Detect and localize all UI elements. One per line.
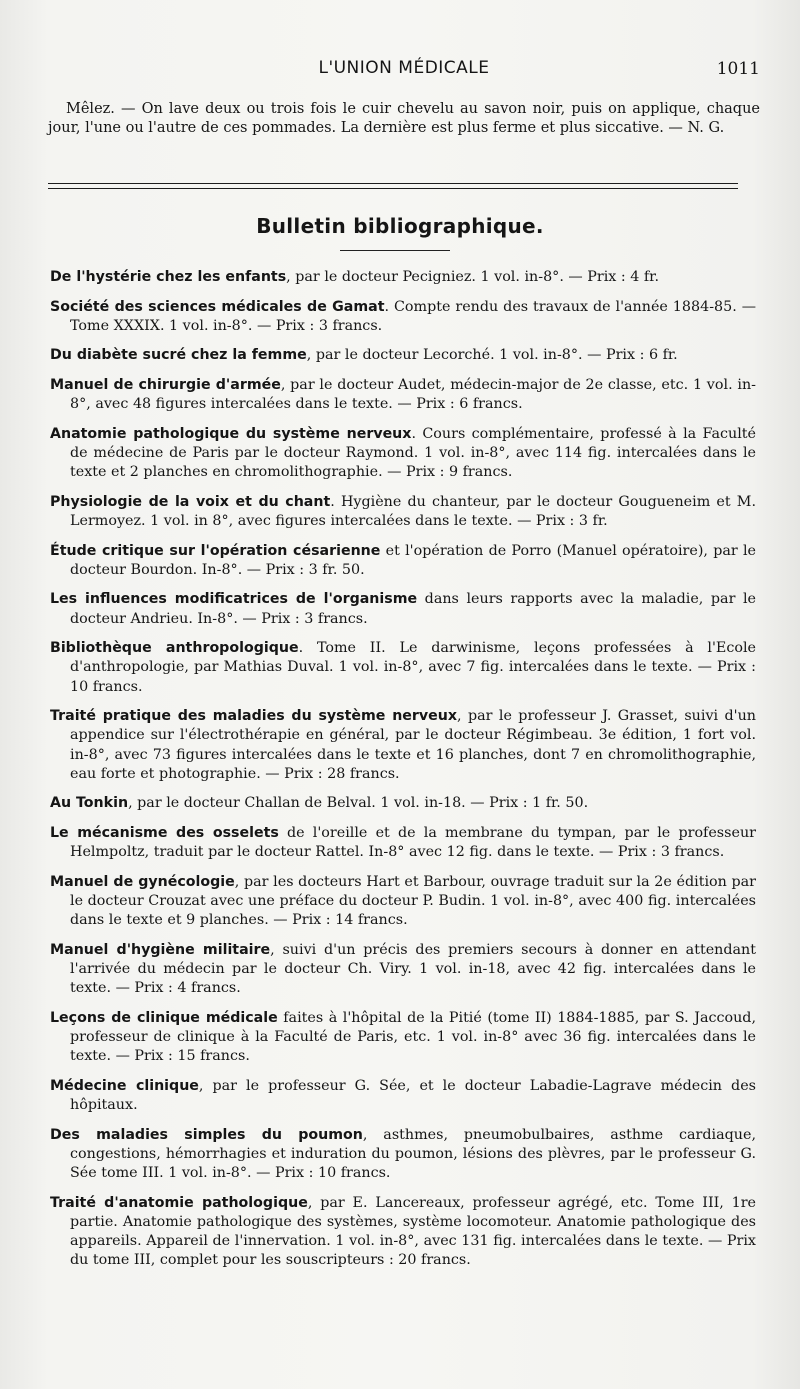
bibliography-entry: [50, 873, 756, 931]
entry-text: , par le docteur Pecigniez. 1 vol. in-8°. — Prix : 4 fr.: [286, 269, 659, 285]
bibliography-entry: [50, 590, 756, 628]
bibliography-entry: [50, 639, 756, 697]
bibliography-entry: [50, 1077, 756, 1115]
running-head: [48, 58, 760, 84]
entry-title: Manuel de gynécologie: [50, 873, 235, 890]
bibliography-entry: [50, 794, 756, 813]
entry-text: . Hygiène du chanteur, par le docteur Gougueneim et M. Lermoyez. 1 vol. in 8°, avec figures intercalées dans le texte. — Prix : 3 fr.: [70, 493, 756, 529]
entry-text: , suivi d'un précis des premiers secours à donner en attendant l'arrivée du médecin par le docteur Ch. Viry. 1 vol. in-18, avec 42 fig. intercalées dans le texte. — Prix : 4 francs.: [70, 941, 756, 997]
entry-title: Manuel d'hygiène militaire: [50, 941, 271, 958]
entry-title: Leçons de clinique médicale: [50, 1009, 278, 1026]
title-underline: [340, 250, 450, 251]
entry-text: faites à l'hôpital de la Pitié (tome II) 1884-1885, par S. Jaccoud, professeur de clinique à la Faculté de Paris, etc. 1 vol. in-8° avec 36 fig. intercalées dans le texte. — Prix : 15 francs.: [70, 1009, 757, 1065]
entry-text: . Compte rendu des travaux de l'année 1884-85. — Tome XXXIX. 1 vol. in-8°. — Prix : 3 francs.: [70, 298, 756, 334]
entry-title: Du diabète sucré chez la femme: [50, 347, 307, 364]
bibliography-entry: [50, 1126, 756, 1184]
entry-text: , par E. Lancereaux, professeur agrégé, etc. Tome III, 1re partie. Anatomie pathologique des systèmes, système locomoteur. Anatomie pathologique des appareils. Appareil de l'innervation. 1 vol. in-8°, avec 131 fig. intercalées dans le texte. — Prix du tome III, complet pour les souscripteurs : 20 francs.: [70, 1194, 757, 1269]
entry-text: dans leurs rapports avec la maladie, par le docteur Andrieu. In-8°. — Prix : 3 francs.: [70, 591, 756, 627]
bibliography-entry: [50, 1009, 756, 1067]
double-rule-top: [48, 183, 738, 184]
entry-title: Les influences modificatrices de l'organisme: [50, 591, 418, 608]
bibliography-list: [50, 268, 756, 1281]
entry-title: Bibliothèque anthropologique: [50, 640, 299, 657]
entry-title: Traité d'anatomie pathologique: [50, 1194, 308, 1211]
entry-text: et l'opération de Porro (Manuel opératoire), par le docteur Bourdon. In-8°. — Prix : 3 fr. 50.: [70, 542, 756, 578]
entry-title: Étude critique sur l'opération césarienne: [50, 542, 381, 559]
bibliography-entry: [50, 707, 756, 784]
journal-title: L'UNION MÉDICALE: [318, 58, 490, 78]
entry-text: , par le professeur J. Grasset, suivi d'un appendice sur l'électrothérapie en général, par le docteur Régimbeau. 3e édition, 1 fort vol. in-8°, avec 73 figures intercalées dans le texte et 16 planches, dont 7 en chromolithographie, eau forte et photographie. — Prix : 28 francs.: [70, 708, 756, 782]
entry-text: . Cours complémentaire, professé à la Faculté de médecine de Paris par le docteur Raymond. 1 vol. in-8°, avec 114 fig. intercalées dans le texte et 2 planches en chromolithographie. — Prix : 9 francs.: [70, 425, 756, 481]
entry-text: , par le docteur Lecorché. 1 vol. in-8°. — Prix : 6 fr.: [306, 347, 678, 364]
entry-text: , par le docteur Audet, médecin-major de 2e classe, etc. 1 vol. in-8°, avec 48 figures intercalées dans le texte. — Prix : 6 francs.: [70, 376, 756, 413]
bibliography-entry: [50, 824, 756, 862]
entry-title: Le mécanisme des osselets: [50, 824, 279, 841]
entry-text: , par le docteur Challan de Belval. 1 vol. in-18. — Prix : 1 fr. 50.: [128, 795, 589, 812]
entry-text: de l'oreille et de la membrane du tympan, par le professeur Helmpoltz, traduit par le docteur Rattel. In-8° avec 12 fig. dans le texte. — Prix : 3 francs.: [70, 824, 756, 861]
entry-title: Anatomie pathologique du système nerveux: [50, 425, 412, 442]
bibliography-entry: [50, 542, 756, 580]
bibliography-entry: [50, 376, 756, 414]
entry-text: , par le professeur G. Sée, et le docteur Labadie-Lagrave médecin des hôpitaux.: [70, 1077, 756, 1113]
entry-text: , par les docteurs Hart et Barbour, ouvrage traduit sur la 2e édition par le docteur Crouzat avec une préface du docteur P. Budin. 1 vol. in-8°, avec 400 fig. intercalées dans le texte et 9 planches. — Prix : 14 francs.: [70, 873, 756, 929]
bibliography-entry: [50, 268, 756, 287]
entry-title: Physiologie de la voix et du chant: [50, 493, 331, 510]
bibliography-entry: [50, 1194, 756, 1271]
entry-title: Société des sciences médicales de Gamat: [50, 298, 385, 315]
bibliography-entry: [50, 346, 756, 365]
section-title: Bulletin bibliographique.: [256, 214, 544, 238]
bibliography-entry: [50, 298, 756, 336]
bibliography-entry: [50, 493, 756, 531]
bibliography-entry: [50, 425, 756, 483]
entry-text: . Tome II. Le darwinisme, leçons professées à l'Ecole d'anthropologie, par Mathias Duval. 1 vol. in-8°, avec 7 fig. intercalées dans le texte. — Prix : 10 francs.: [70, 640, 757, 695]
entry-title: Manuel de chirurgie d'armée: [50, 376, 281, 393]
entry-title: Médecine clinique: [50, 1077, 199, 1094]
bibliography-entry: [50, 941, 756, 999]
double-rule-bottom: [48, 188, 738, 189]
entry-title: Au Tonkin: [50, 795, 129, 812]
entry-title: De l'hystérie chez les enfants: [50, 269, 287, 285]
entry-text: , asthmes, pneumobulbaires, asthme cardiaque, congestions, hémorrhagies et induration du poumon, lésions des plèvres, par le professeur G. Sée tome III. 1 vol. in-8°. — Prix : 10 francs.: [70, 1126, 756, 1181]
entry-title: Des maladies simples du poumon: [50, 1126, 363, 1143]
page-number: 1011: [716, 59, 760, 79]
intro-paragraph: Mêlez. — On lave deux ou trois fois le cuir chevelu au savon noir, puis on applique, chaque jour, l'une ou l'autre de ces pommades. La dernière est plus ferme et plus siccative. — N. G.: [48, 101, 760, 136]
entry-title: Traité pratique des maladies du système nerveux: [50, 708, 458, 725]
